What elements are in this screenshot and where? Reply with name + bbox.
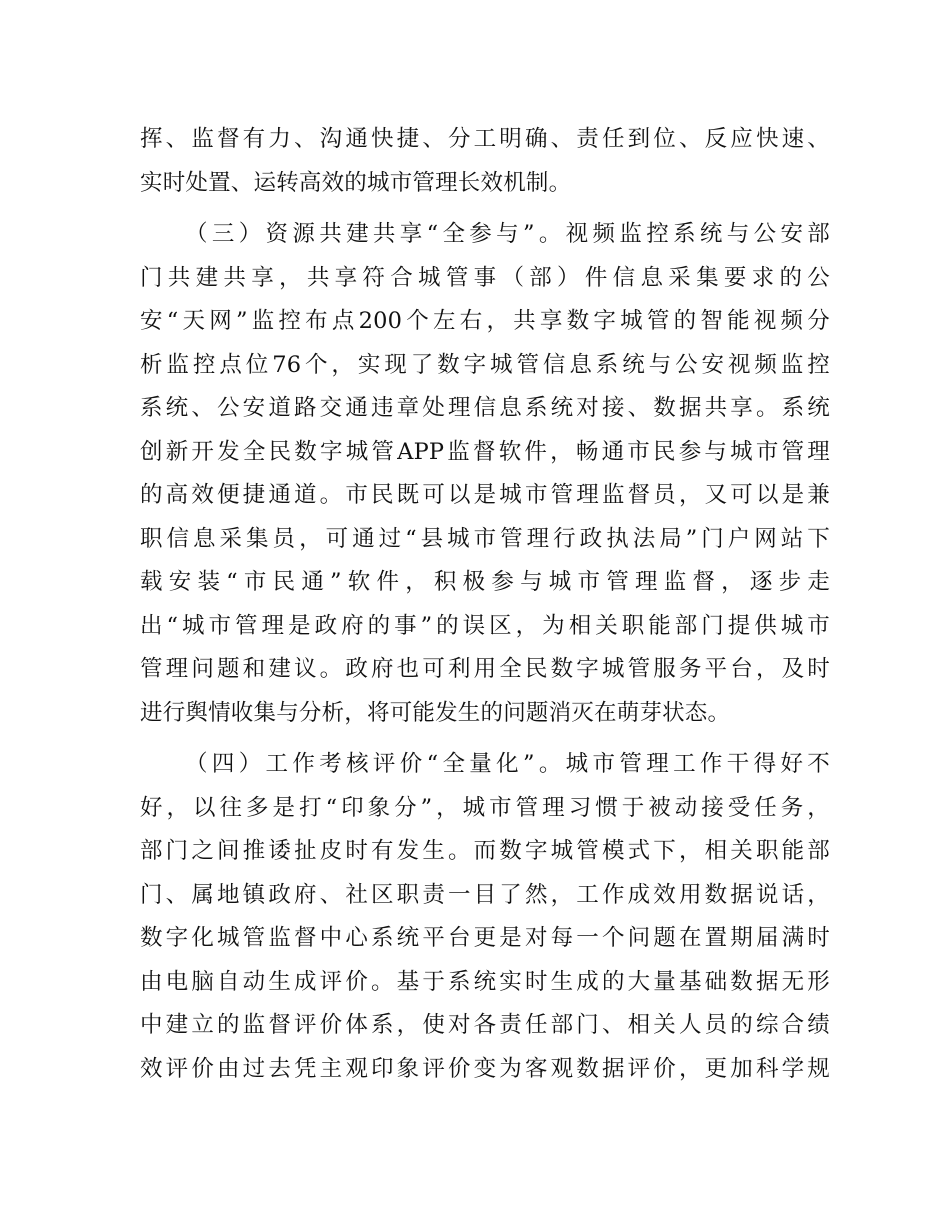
text-line: 职信息采集员，可通过“县城市管理行政执法局”门户网站下: [140, 525, 830, 552]
text-line: 的高效便捷通道。市民既可以是城市管理监督员，又可以是兼: [140, 482, 830, 508]
text-line: 析监控点位76个，实现了数字城管信息系统与公安视频监控: [140, 351, 830, 378]
text-line: 实时处置、运转高效的城市管理长效机制。: [140, 169, 572, 196]
text-line: 创新开发全民数字城管APP监督软件，畅通市民参与城市管理: [140, 438, 830, 465]
text-line: 安“天网”监控布点200个左右，共享数字城管的智能视频分: [140, 308, 830, 334]
text-line: （三）资源共建共享“全参与”。视频监控系统与公安部: [185, 221, 830, 247]
paragraph-2: [140, 213, 830, 735]
paragraph-1: [140, 118, 830, 205]
text-line: 门共建共享，共享符合城管事（部）件信息采集要求的公: [140, 264, 830, 291]
text-line: （四）工作考核评价“全量化”。城市管理工作干得好不: [185, 751, 830, 777]
paragraph-3: [140, 743, 830, 1091]
text-line: 好，以往多是打“印象分”，城市管理习惯于被动接受任务，: [140, 794, 830, 821]
text-line: 载安装“市民通”软件，积极参与城市管理监督，逐步走: [140, 569, 830, 595]
text-line: 出“城市管理是政府的事”的误区，为相关职能部门提供城市: [140, 612, 830, 639]
text-line: 效评价由过去凭主观印象评价变为客观数据评价，更加科学规: [140, 1055, 830, 1082]
text-line: 中建立的监督评价体系，使对各责任部门、相关人员的综合绩: [140, 1012, 830, 1038]
text-line: 数字化城管监督中心系统平台更是对每一个问题在置期届满时: [140, 925, 830, 951]
text-line: 进行舆情收集与分析，将可能发生的问题消灭在萌芽状态。: [140, 699, 731, 726]
document-body: [140, 118, 830, 1091]
text-line: 管理问题和建议。政府也可利用全民数字城管服务平台，及时: [140, 656, 830, 682]
text-line: 系统、公安道路交通违章处理信息系统对接、数据共享。系统: [140, 395, 830, 421]
text-line: 门、属地镇政府、社区职责一目了然，工作成效用数据说话，: [140, 881, 830, 908]
text-line: 由电脑自动生成评价。基于系统实时生成的大量基础数据无形: [140, 968, 830, 995]
text-line: 部门之间推诿扯皮时有发生。而数字城管模式下，相关职能部: [140, 838, 830, 864]
text-line: 挥、监督有力、沟通快捷、分工明确、责任到位、反应快速、: [140, 126, 830, 152]
